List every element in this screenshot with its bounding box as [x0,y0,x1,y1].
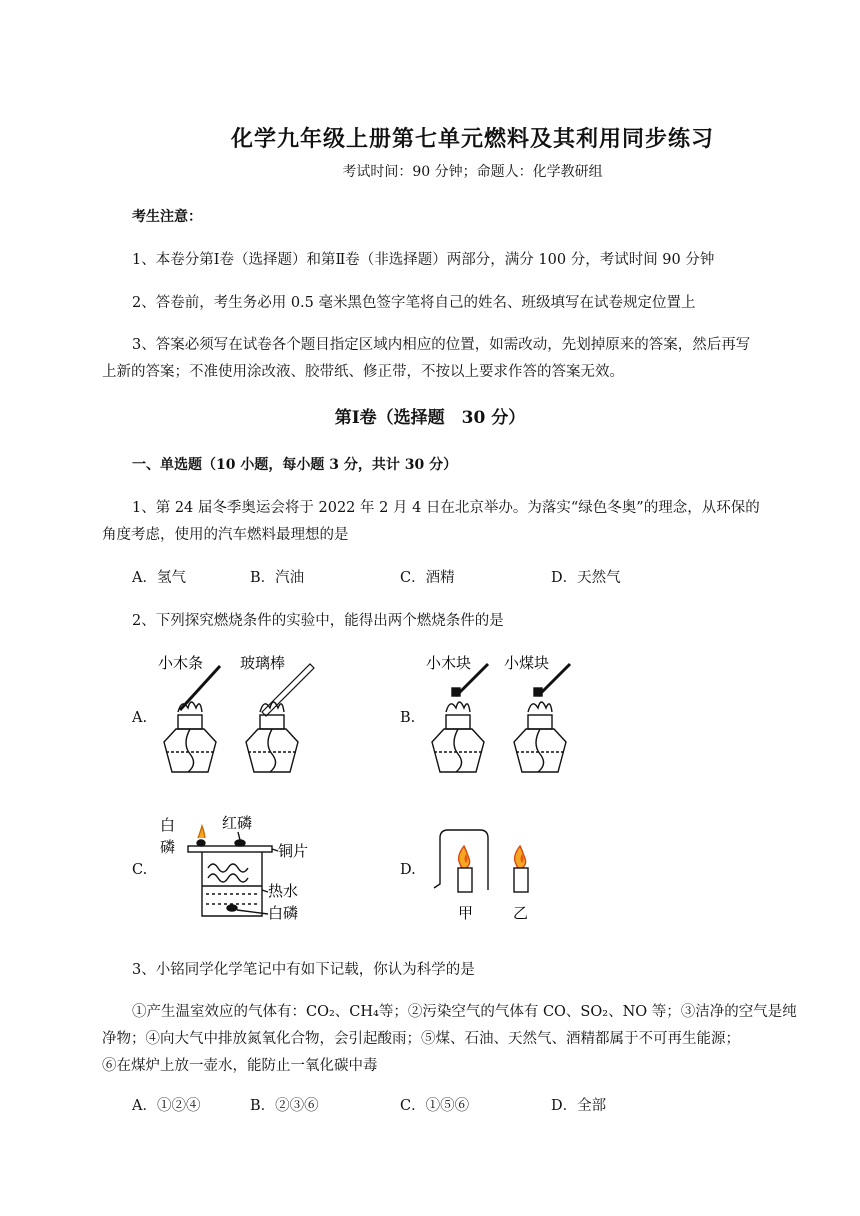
figure-label: 玻璃棒 [240,654,286,672]
question-2-text: 2、下列探究燃烧条件的实验中，能得出两个燃烧条件的是 [132,613,504,629]
figure-b-alcohol-lamps [418,650,608,790]
part-heading: 一、单选题（10 小题，每小题 3 分，共计 30 分） [132,457,458,473]
notice-item: 1、本卷分第Ⅰ卷（选择题）和第Ⅱ卷（非选择题）两部分，满分 100 分，考试时间 90 分钟 [132,252,715,268]
question-3-text: 3、小铭同学化学笔记中有如下记载，你认为科学的是 [132,962,475,978]
option-a[interactable]: A．氢气 [132,570,186,586]
figure-label: 铜片 [278,842,309,860]
option-a[interactable]: A. [132,710,148,726]
option-d[interactable]: D．天然气 [551,570,621,586]
notice-item: 3、答案必须写在试卷各个题目指定区域内相应的位置，如需改动，先划掉原来的答案，然后再写 [132,337,751,353]
figure-label: 磷 [160,838,176,856]
figure-label: 热水 [268,882,299,900]
figure-a-alcohol-lamps [150,650,340,790]
option-c[interactable]: C. [132,862,148,878]
option-b[interactable]: B．②③⑥ [250,1098,319,1114]
figure-label: 小煤块 [504,654,550,672]
figure-label: 白磷 [268,904,299,922]
figure-c-beaker [150,808,330,928]
section-title: 第Ⅰ卷（选择题 30 分） [334,408,526,428]
page-title: 化学九年级上册第七单元燃料及其利用同步练习 [230,126,714,152]
notice-heading: 考生注意： [132,209,202,225]
option-c[interactable]: C．酒精 [400,570,455,586]
figure-label: 小木块 [426,654,472,672]
option-b[interactable]: B. [400,710,416,726]
figure-label: 乙 [513,904,529,922]
question-3-text: ①产生温室效应的气体有：CO₂、CH₄等；②污染空气的气体有 CO、SO₂、NO 等；③洁净的空气是纯 [132,1004,797,1020]
notice-item: 2、答卷前，考生务必用 0.5 毫米黑色签字笔将自己的姓名、班级填写在试卷规定位置上 [132,295,696,311]
option-c[interactable]: C．①⑤⑥ [400,1098,470,1114]
question-1-text: 1、第 24 届冬季奥运会将于 2022 年 2 月 4 日在北京举办。为落实“绿色冬奥”的理念，从环保的 [132,500,760,516]
option-d[interactable]: D. [400,862,416,878]
figure-label: 红磷 [222,814,253,832]
notice-item: 上新的答案；不准使用涂改液、胶带纸、修正带，不按以上要求作答的答案无效。 [102,364,624,380]
option-a[interactable]: A．①②④ [132,1098,201,1114]
option-b[interactable]: B．汽油 [250,570,305,586]
question-1-text: 角度考虑，使用的汽车燃料最理想的是 [102,527,349,543]
option-d[interactable]: D．全部 [551,1098,607,1114]
figure-label: 甲 [458,904,474,922]
figure-d-candles [420,826,550,926]
question-3-text: 净物；④向大气中排放氮氧化合物，会引起酸雨；⑤煤、石油、天然气、酒精都属于不可再生能源； [102,1031,740,1047]
exam-info: 考试时间：90 分钟；命题人：化学教研组 [342,164,603,180]
question-3-text: ⑥在煤炉上放一壶水，能防止一氧化碳中毒 [102,1058,378,1074]
figure-label: 白 [160,816,176,834]
figure-label: 小木条 [158,654,204,672]
